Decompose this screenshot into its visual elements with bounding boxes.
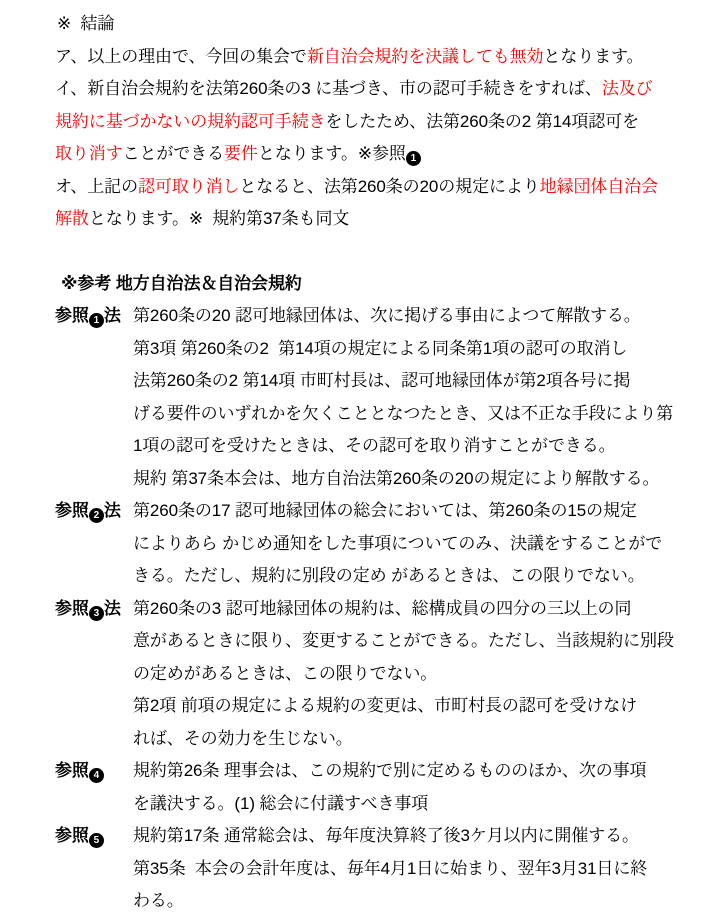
page-title: ※ 結論 <box>57 14 115 33</box>
body-text: ア、以上の理由で、今回の集会で <box>55 46 307 66</box>
body-text: となります。※参照 <box>257 144 406 163</box>
reference-body-line: 第2項 前項の規定による規約の変更は、市町村長の認可を受けなけ <box>133 696 638 715</box>
reference-body-line: 第3項 第260条の2 第14項の規定による同条第1項の認可の取消し <box>133 338 628 358</box>
reference-section-title: ※参考 地方自治法＆自治会規約 <box>61 273 302 293</box>
reference-body-line: 第35条 本会の会計年度は、毎年4月1日に始まり、翌年3月31日に終 <box>133 858 648 878</box>
reference-body <box>133 593 700 756</box>
reference-label-prefix: 参照 <box>55 306 89 325</box>
reference-body-line: きる。ただし、規約に別段の定め があるときは、この限りでない。 <box>133 566 645 585</box>
reference-body-line: を議決する。(1) 総会に付議すべき事項 <box>133 793 429 813</box>
body-text: となります。 <box>543 46 644 66</box>
circled-number-4: 4 <box>89 768 104 783</box>
conclusion-line <box>55 138 700 171</box>
reference-body-line: 規約 第37条本会は、地方自治法第260条の20の規定により解散する。 <box>133 468 660 488</box>
conclusion-line <box>55 41 700 74</box>
reference-body-first-line: 第260条の3 認可地縁団体の規約は、総構成員の四分の三以上の同 <box>133 598 632 618</box>
body-text: をしたため、法第260条の2 第14項認可を <box>325 111 639 131</box>
circled-number-1: 1 <box>89 313 104 328</box>
reference-body <box>133 820 700 918</box>
reference-label <box>55 495 133 528</box>
reference-label-prefix: 参照 <box>55 826 89 845</box>
reference-body-first-line: 第260条の17 認可地縁団体の総会においては、第260条の15の規定 <box>133 501 637 520</box>
reference-body-first-line: 第260条の20 認可地縁団体は、次に掲げる事由によつて解散する。 <box>133 306 641 325</box>
emphasis-text: 認可取り消し <box>137 176 240 196</box>
reference-body <box>133 300 700 495</box>
reference-body <box>133 495 700 593</box>
reference-label-prefix: 参照 <box>55 761 89 780</box>
conclusion-line <box>55 203 700 236</box>
reference-label-suffix: 法 <box>103 598 121 618</box>
circled-number-2: 2 <box>89 508 104 523</box>
section-divider <box>55 236 700 268</box>
conclusion-line <box>55 106 700 139</box>
circled-number-5: 5 <box>89 833 104 848</box>
emphasis-text: 要件 <box>224 144 258 163</box>
reference-label-prefix: 参照 <box>55 501 89 520</box>
conclusion-section <box>55 41 700 236</box>
emphasis-text: 法及び <box>601 79 653 98</box>
reference-row <box>55 495 700 593</box>
reference-row <box>55 755 700 820</box>
reference-label <box>55 820 133 853</box>
emphasis-text: 取り消す <box>55 144 123 163</box>
body-text: オ、上記の <box>55 176 138 196</box>
emphasis-text: 解散 <box>55 209 89 228</box>
reference-row <box>55 300 700 495</box>
reference-body-line: げる要件のいずれかを欠くこととなつたとき、又は不正な手段により第 <box>133 403 674 423</box>
reference-label-suffix: 法 <box>103 501 121 520</box>
body-text: となると、法第260条の20の規定により <box>239 176 540 196</box>
reference-section <box>55 300 700 918</box>
emphasis-text: 新自治会規約を決議しても無効 <box>306 46 544 66</box>
reference-body-line: わる。 <box>133 891 184 910</box>
reference-body-line: の定めがあるときは、この限りでない。 <box>133 663 438 683</box>
circled-number-3: 3 <box>89 606 104 621</box>
conclusion-line <box>55 171 700 204</box>
reference-body-line: によりあら かじめ通知をした事項についてのみ、決議をすることがで <box>133 533 663 553</box>
emphasis-text: 地縁団体自治会 <box>539 176 658 196</box>
conclusion-line <box>55 73 700 106</box>
reference-label <box>55 300 133 333</box>
reference-label <box>55 755 133 788</box>
reference-body-line: 意があるときに限り、変更することができる。ただし、当該規約に別段 <box>133 631 674 650</box>
reference-body-line: 1項の認可を受けたときは、その認可を取り消すことができる。 <box>133 436 616 455</box>
reference-body-first-line: 規約第17条 通常総会は、毎年度決算終了後3ケ月以内に開催する。 <box>133 826 639 845</box>
reference-label-suffix: 法 <box>103 306 121 325</box>
circled-number-1: 1 <box>406 151 421 166</box>
reference-body-line: れば、その効力を生じない。 <box>133 728 353 748</box>
reference-body-first-line: 規約第26条 理事会は、この規約で別に定めるもののほか、次の事項 <box>133 761 647 780</box>
reference-row <box>55 820 700 918</box>
body-text: となります。※ 規約第37条も同文 <box>88 209 350 228</box>
emphasis-text: 規約に基づかないの規約認可手続き <box>55 111 326 131</box>
body-text: イ、新自治会規約を法第260条の3 に基づき、市の認可手続きをすれば、 <box>55 79 602 98</box>
body-text: ことができる <box>122 144 225 163</box>
reference-label <box>55 593 133 626</box>
reference-label-prefix: 参照 <box>55 598 89 618</box>
reference-body <box>133 755 700 820</box>
reference-body-line: 法第260条の2 第14項 市町村長は、認可地縁団体が第2項各号に掲 <box>133 371 631 390</box>
reference-row <box>55 593 700 756</box>
